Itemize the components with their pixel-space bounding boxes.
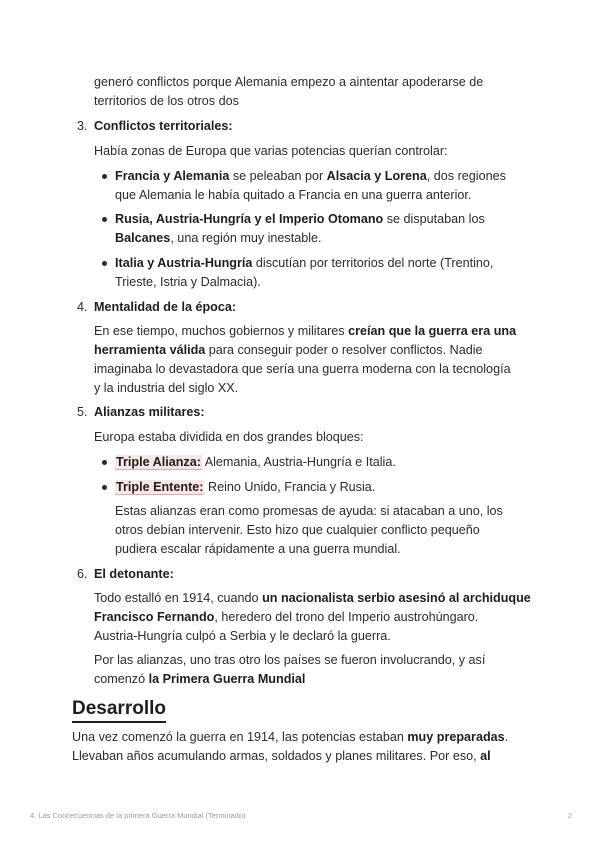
bullet-dot xyxy=(102,261,107,266)
paragraph-line: comenzó la Primera Guerra Mundial xyxy=(94,672,306,686)
page-number: 2 xyxy=(567,811,572,820)
paragraph-line: pudiera escalar rápidamente a una guerra mundial. xyxy=(115,542,401,556)
list-item: Rusia, Austria-Hungría y el Imperio Otomano se disputaban los xyxy=(115,212,485,226)
highlight-mark: Triple Entente: xyxy=(116,480,204,494)
bullet-dot xyxy=(102,217,107,222)
paragraph: Había zonas de Europa que varias potencias querían controlar: xyxy=(94,144,448,158)
paragraph: Por las alianzas, uno tras otro los países se fueron involucrando, y así xyxy=(94,653,486,667)
bullet-dot xyxy=(102,485,107,490)
paragraph: En ese tiempo, muchos gobiernos y militares creían que la guerra era una xyxy=(94,324,517,338)
bullet-dot xyxy=(102,174,107,179)
list-item-line: Balcanes, una región muy inestable. xyxy=(115,231,322,245)
item-heading: Alianzas militares: xyxy=(94,405,205,419)
paragraph-line: Austria-Hungría culpó a Serbia y le declaró la guerra. xyxy=(94,629,391,643)
paragraph-line: herramienta válida para conseguir poder o resolver conflictos. Nadie xyxy=(94,343,483,357)
item-heading: Conflictos territoriales: xyxy=(94,119,233,133)
paragraph: Una vez comenzó la guerra en 1914, las potencias estaban muy preparadas. xyxy=(72,730,509,744)
list-number: 5. xyxy=(77,405,88,419)
paragraph-line: otros debían intervenir. Esto hizo que cualquier conflicto pequeño xyxy=(115,523,480,537)
list-item-line: que Alemania le había quitado a Francia en una guerra anterior. xyxy=(115,188,472,202)
list-item: Francia y Alemania se peleaban por Alsacia y Lorena, dos regiones xyxy=(115,169,506,183)
paragraph-line: imaginaba lo devastadora que sería una guerra moderna con la tecnología xyxy=(94,362,511,376)
paragraph-line: y la industria del siglo XX. xyxy=(94,381,239,395)
item-heading: El detonante: xyxy=(94,567,174,581)
bullet-dot xyxy=(102,460,107,465)
intro-line: territorios de los otros dos xyxy=(94,94,239,108)
paragraph: Estas alianzas eran como promesas de ayuda: si atacaban a uno, los xyxy=(115,504,503,518)
intro-line: generó conflictos porque Alemania empezo a aintentar apoderarse de xyxy=(94,75,484,89)
list-item: Triple Entente: Reino Unido, Francia y Rusia. xyxy=(116,480,376,494)
paragraph: Todo estalló en 1914, cuando un nacionalista serbio asesinó al archiduque xyxy=(94,591,531,605)
list-item-line: Trieste, Istria y Dalmacia). xyxy=(115,275,261,289)
list-number: 3. xyxy=(77,119,88,133)
page-footer xyxy=(30,811,572,820)
list-item: Triple Alianza: Alemania, Austria-Hungría e Italia. xyxy=(116,455,396,469)
paragraph-line: Francisco Fernando, heredero del trono del Imperio austrohúngaro. xyxy=(94,610,479,624)
list-item: Italia y Austria-Hungría discutían por territorios del norte (Trentino, xyxy=(115,256,494,270)
list-number: 6. xyxy=(77,567,88,581)
section-heading: Desarrollo xyxy=(72,698,166,723)
highlight-mark: Triple Alianza: xyxy=(116,455,201,469)
list-number: 4. xyxy=(77,300,88,314)
paragraph: Europa estaba dividida en dos grandes bloques: xyxy=(94,430,364,444)
paragraph-line: Llevaban años acumulando armas, soldados y planes militares. Por eso, al xyxy=(72,749,491,763)
footer-title: 4. Las Concecuencias de la primera Guerra Mundial (Terminado) xyxy=(30,811,246,820)
item-heading: Mentalidad de la época: xyxy=(94,300,237,314)
